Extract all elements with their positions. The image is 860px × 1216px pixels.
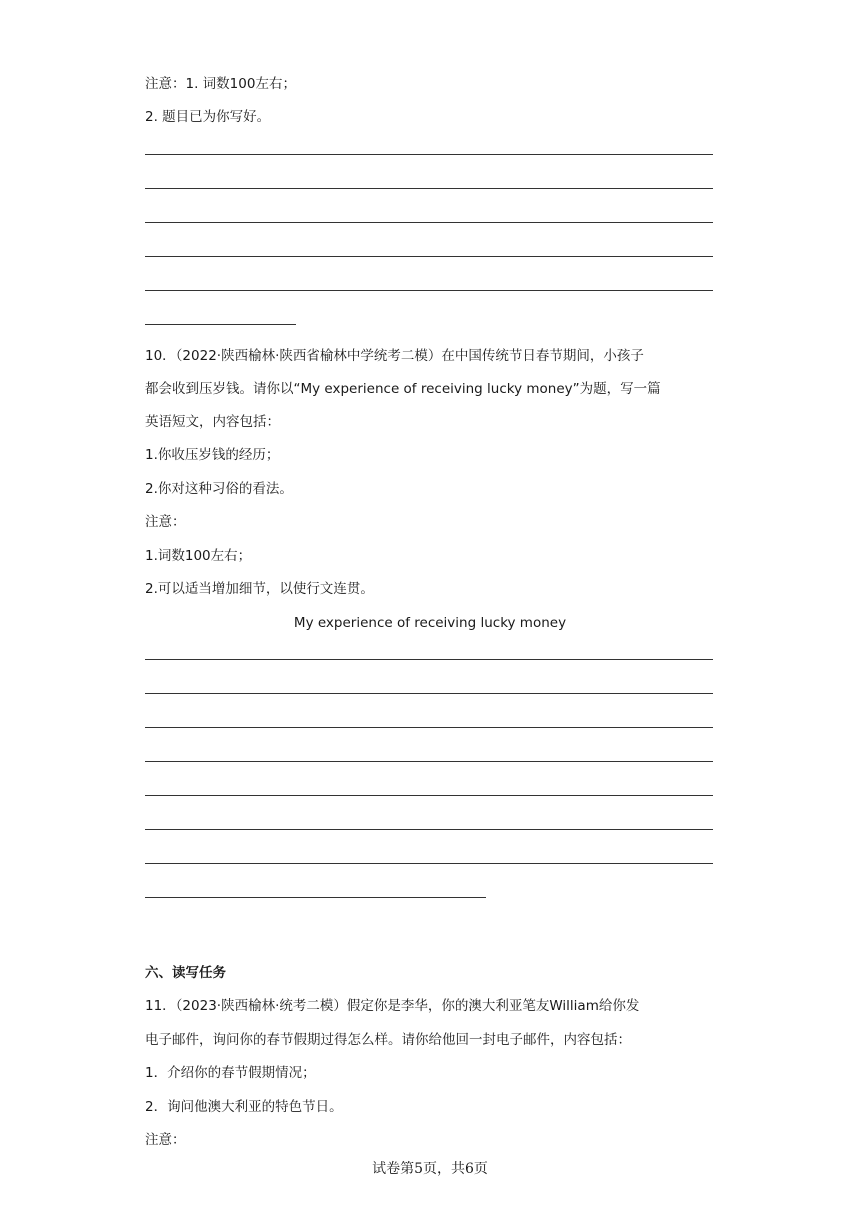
q10-prompt-line3: 英语短文，内容包括： bbox=[145, 414, 280, 430]
q10-prompt-line1: 10．（2022·陕西榆林·陕西省榆林中学统考二模）在中国传统节日春节期间，小孩子 bbox=[145, 348, 644, 364]
section-heading: 六、读写任务 bbox=[145, 965, 226, 981]
q10-prompt-line2: 都会收到压岁钱。请你以“My experience of receiving lucky money”为题，写一篇 bbox=[145, 381, 661, 397]
q11-prompt-line2: 电子邮件，询问你的春节假期过得怎么样。请你给他回一封电子邮件，内容包括： bbox=[145, 1032, 631, 1048]
answer-line bbox=[145, 154, 713, 155]
answer-line bbox=[145, 829, 713, 830]
answer-line bbox=[145, 795, 713, 796]
q10-note-2: 2.可以适当增加细节，以使行文连贯。 bbox=[145, 581, 374, 597]
q10-item-1: 1.你收压岁钱的经历； bbox=[145, 447, 280, 463]
answer-line-short bbox=[145, 324, 296, 325]
answer-line bbox=[145, 290, 713, 291]
note-title-given: 2. 题目已为你写好。 bbox=[145, 109, 271, 125]
answer-line bbox=[145, 863, 713, 864]
answer-line bbox=[145, 693, 713, 694]
q11-item-1: 1．介绍你的春节假期情况； bbox=[145, 1065, 316, 1081]
answer-line bbox=[145, 727, 713, 728]
q11-prompt-line1: 11．（2023·陕西榆林·统考二模）假定你是李华，你的澳大利亚笔友William给你发 bbox=[145, 998, 640, 1014]
q10-item-2: 2.你对这种习俗的看法。 bbox=[145, 481, 293, 497]
answer-line-short bbox=[145, 897, 486, 898]
page-footer: 试卷第5页，共6页 bbox=[372, 1161, 488, 1177]
answer-line bbox=[145, 222, 713, 223]
q10-note-label: 注意： bbox=[145, 514, 186, 530]
note-word-count: 注意：1. 词数100左右； bbox=[145, 76, 296, 92]
answer-line bbox=[145, 188, 713, 189]
q10-note-1: 1.词数100左右； bbox=[145, 548, 252, 564]
q11-note-label: 注意： bbox=[145, 1132, 186, 1148]
q10-essay-title: My experience of receiving lucky money bbox=[293, 615, 567, 631]
answer-line bbox=[145, 761, 713, 762]
answer-line bbox=[145, 659, 713, 660]
q11-item-2: 2．询问他澳大利亚的特色节日。 bbox=[145, 1099, 343, 1115]
answer-line bbox=[145, 256, 713, 257]
